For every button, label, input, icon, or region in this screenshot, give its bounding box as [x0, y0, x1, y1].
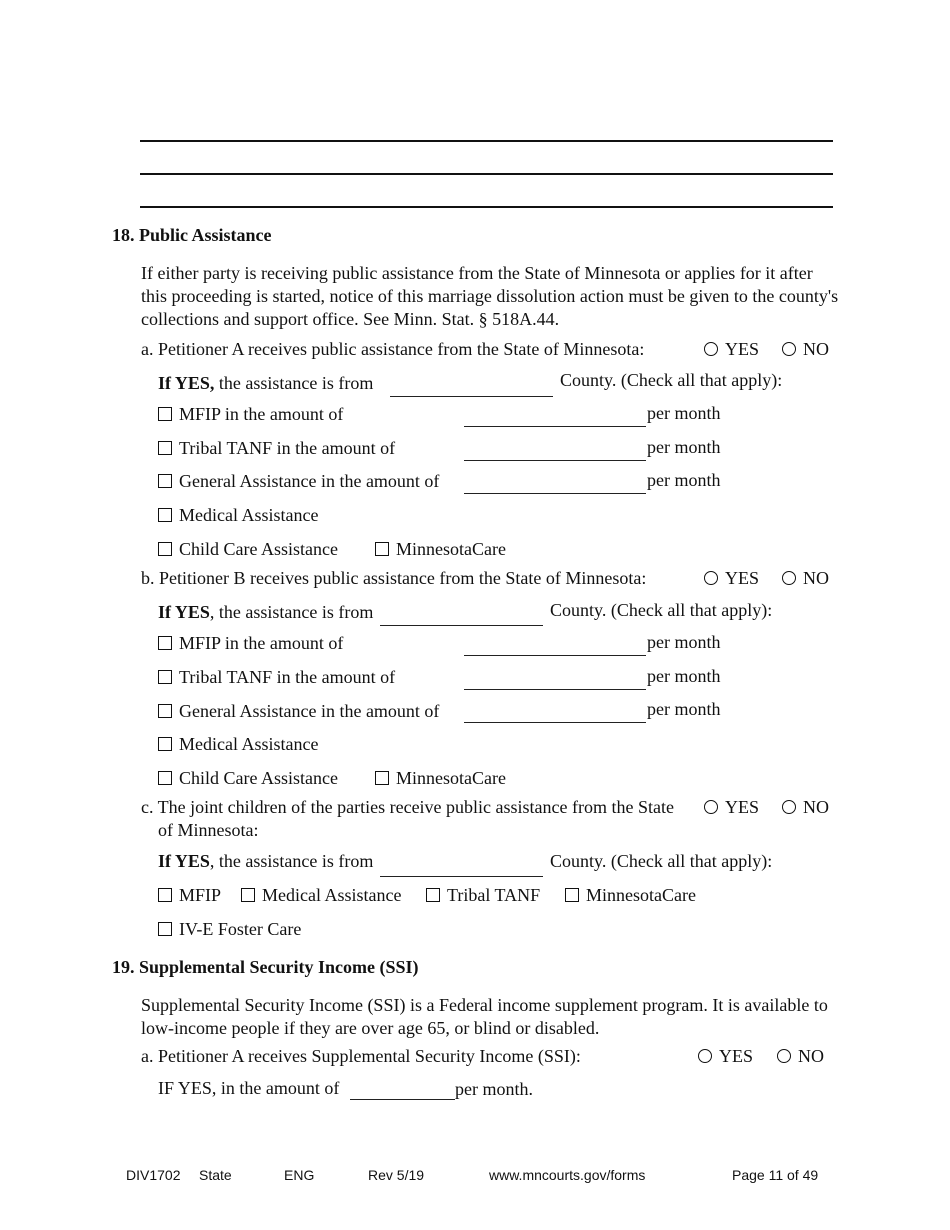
checkbox[interactable]	[375, 771, 389, 785]
answer-line[interactable]	[140, 206, 833, 208]
checkbox[interactable]	[158, 508, 172, 522]
medical-assistance-label: Medical Assistance	[179, 505, 319, 525]
general-assistance-label: General Assistance in the amount of	[179, 471, 440, 491]
foster-care-label: IV-E Foster Care	[179, 919, 302, 939]
tribal-tanf-checkbox-18b[interactable]	[158, 668, 395, 686]
general-amount-field-18b[interactable]	[464, 722, 646, 723]
radio-circle[interactable]	[782, 800, 796, 814]
answer-line[interactable]	[140, 140, 833, 142]
minnesotacare-label: MinnesotaCare	[396, 539, 506, 559]
radio-circle[interactable]	[704, 571, 718, 585]
yes-label: YES	[725, 797, 760, 817]
no-radio-19a[interactable]	[777, 1047, 824, 1065]
checkbox[interactable]	[158, 636, 172, 650]
checkbox[interactable]	[158, 670, 172, 684]
if-yes-text: , the assistance is from	[209, 851, 374, 871]
question-18c-line2: of Minnesota:	[158, 820, 259, 840]
tribal-tanf-checkbox-18a[interactable]	[158, 439, 395, 457]
county-label-18a: County. (Check all that apply):	[560, 370, 783, 390]
county-field-18a[interactable]	[390, 396, 553, 397]
per-month-label: per month	[647, 470, 721, 490]
child-care-label: Child Care Assistance	[179, 539, 338, 559]
if-yes-text: the assistance is from	[214, 373, 374, 393]
checkbox[interactable]	[158, 441, 172, 455]
no-radio-18c[interactable]	[782, 798, 829, 816]
yes-radio-18c[interactable]	[704, 798, 759, 816]
no-label: NO	[803, 339, 829, 359]
question-19a: a. Petitioner A receives Supplemental Security Income (SSI):	[141, 1046, 581, 1066]
minnesotacare-label: MinnesotaCare	[396, 768, 506, 788]
minnesotacare-label: MinnesotaCare	[586, 885, 696, 905]
mfip-checkbox-18a[interactable]	[158, 405, 343, 423]
ssi-amount-field[interactable]	[350, 1099, 455, 1100]
if-yes-bold: If YES	[158, 851, 210, 871]
per-month-label: per month	[647, 437, 721, 457]
checkbox[interactable]	[158, 737, 172, 751]
section-19-heading: 19. Supplemental Security Income (SSI)	[112, 957, 419, 977]
radio-circle[interactable]	[704, 800, 718, 814]
checkbox[interactable]	[241, 888, 255, 902]
footer-revision: Rev 5/19	[368, 1167, 425, 1183]
child-care-checkbox-18a[interactable]	[158, 540, 338, 558]
yes-label: YES	[725, 339, 760, 359]
if-yes-18a	[158, 374, 373, 392]
child-care-checkbox-18b[interactable]	[158, 769, 338, 787]
county-label-18b: County. (Check all that apply):	[550, 600, 773, 620]
if-yes-18b	[158, 603, 373, 621]
tribal-tanf-label: Tribal TANF in the amount of	[179, 438, 396, 458]
checkbox[interactable]	[158, 888, 172, 902]
county-field-18c[interactable]	[380, 876, 543, 877]
checkbox[interactable]	[158, 922, 172, 936]
per-month-label: per month	[647, 666, 721, 686]
radio-circle[interactable]	[777, 1049, 791, 1063]
minnesotacare-checkbox-18a[interactable]	[375, 540, 506, 558]
tribal-tanf-label: Tribal TANF in the amount of	[179, 667, 396, 687]
footer-language: ENG	[284, 1167, 315, 1183]
child-care-label: Child Care Assistance	[179, 768, 338, 788]
if-yes-text: , the assistance is from	[209, 602, 374, 622]
county-label-18c: County. (Check all that apply):	[550, 851, 773, 871]
general-amount-field-18a[interactable]	[464, 493, 646, 494]
if-yes-bold: If YES,	[158, 373, 215, 393]
footer-page-number: Page 11 of 49	[732, 1167, 819, 1183]
mfip-amount-field-18b[interactable]	[464, 655, 646, 656]
radio-circle[interactable]	[704, 342, 718, 356]
mfip-amount-field-18a[interactable]	[464, 426, 646, 427]
yes-radio-19a[interactable]	[698, 1047, 753, 1065]
general-assistance-checkbox-18b[interactable]	[158, 702, 439, 720]
yes-radio-18a[interactable]	[704, 340, 759, 358]
radio-circle[interactable]	[782, 342, 796, 356]
if-yes-18c	[158, 852, 373, 870]
yes-label: YES	[719, 1046, 754, 1066]
checkbox[interactable]	[375, 542, 389, 556]
question-18c-line1: c. The joint children of the parties receive public assistance from the State	[141, 797, 674, 817]
footer-form-id: DIV1702	[126, 1167, 181, 1183]
mfip-checkbox-18b[interactable]	[158, 634, 343, 652]
no-label: NO	[798, 1046, 824, 1066]
radio-circle[interactable]	[782, 571, 796, 585]
section-18-intro: If either party is receiving public assistance from the State of Minnesota or applies for it after this proceeding is started, notice of this marriage dissolution action must be given to the county's collections and support office. See Minn. Stat. § 518A.44.	[141, 263, 839, 329]
medical-assistance-checkbox-18b[interactable]	[158, 735, 318, 753]
checkbox[interactable]	[158, 771, 172, 785]
section-19-intro: Supplemental Security Income (SSI) is a Federal income supplement program. It is available to low-income people if they are over age 65, or blind or disabled.	[141, 995, 828, 1038]
question-18b: b. Petitioner B receives public assistance from the State of Minnesota:	[141, 568, 647, 588]
county-field-18b[interactable]	[380, 625, 543, 626]
mfip-label: MFIP in the amount of	[179, 404, 344, 424]
mfip-checkbox-18c[interactable]	[158, 886, 221, 904]
checkbox[interactable]	[158, 704, 172, 718]
medical-assistance-checkbox-18a[interactable]	[158, 506, 318, 524]
foster-care-checkbox-18c[interactable]	[158, 920, 301, 938]
question-18a: a. Petitioner A receives public assistance from the State of Minnesota:	[141, 339, 645, 359]
general-assistance-checkbox-18a[interactable]	[158, 472, 439, 490]
per-month-label: per month	[647, 403, 721, 423]
per-month-label: per month	[647, 632, 721, 652]
yes-radio-18b[interactable]	[704, 569, 759, 587]
section-18-heading: 18. Public Assistance	[112, 225, 272, 245]
footer-url[interactable]: www.mncourts.gov/forms	[489, 1167, 646, 1183]
general-assistance-label: General Assistance in the amount of	[179, 701, 440, 721]
medical-assistance-label: Medical Assistance	[262, 885, 402, 905]
mfip-label: MFIP in the amount of	[179, 633, 344, 653]
medical-assistance-label: Medical Assistance	[179, 734, 319, 754]
no-radio-18b[interactable]	[782, 569, 829, 587]
checkbox[interactable]	[158, 474, 172, 488]
mfip-label: MFIP	[179, 885, 222, 905]
radio-circle[interactable]	[698, 1049, 712, 1063]
checkbox[interactable]	[426, 888, 440, 902]
minnesotacare-checkbox-18b[interactable]	[375, 769, 506, 787]
no-label: NO	[803, 568, 829, 588]
if-yes-bold: If YES	[158, 602, 210, 622]
tribal-amount-field-18a[interactable]	[464, 460, 646, 461]
yes-label: YES	[725, 568, 760, 588]
no-label: NO	[803, 797, 829, 817]
tribal-amount-field-18b[interactable]	[464, 689, 646, 690]
medical-assistance-checkbox-18c[interactable]	[241, 886, 401, 904]
checkbox[interactable]	[158, 407, 172, 421]
no-radio-18a[interactable]	[782, 340, 829, 358]
checkbox[interactable]	[565, 888, 579, 902]
ssi-amount-prefix: IF YES, in the amount of	[158, 1078, 340, 1098]
tribal-tanf-checkbox-18c[interactable]	[426, 886, 540, 904]
checkbox[interactable]	[158, 542, 172, 556]
tribal-tanf-label: Tribal TANF	[447, 885, 541, 905]
footer-state: State	[199, 1167, 232, 1183]
answer-line[interactable]	[140, 173, 833, 175]
ssi-amount-suffix: per month.	[455, 1079, 533, 1099]
minnesotacare-checkbox-18c[interactable]	[565, 886, 696, 904]
per-month-label: per month	[647, 699, 721, 719]
